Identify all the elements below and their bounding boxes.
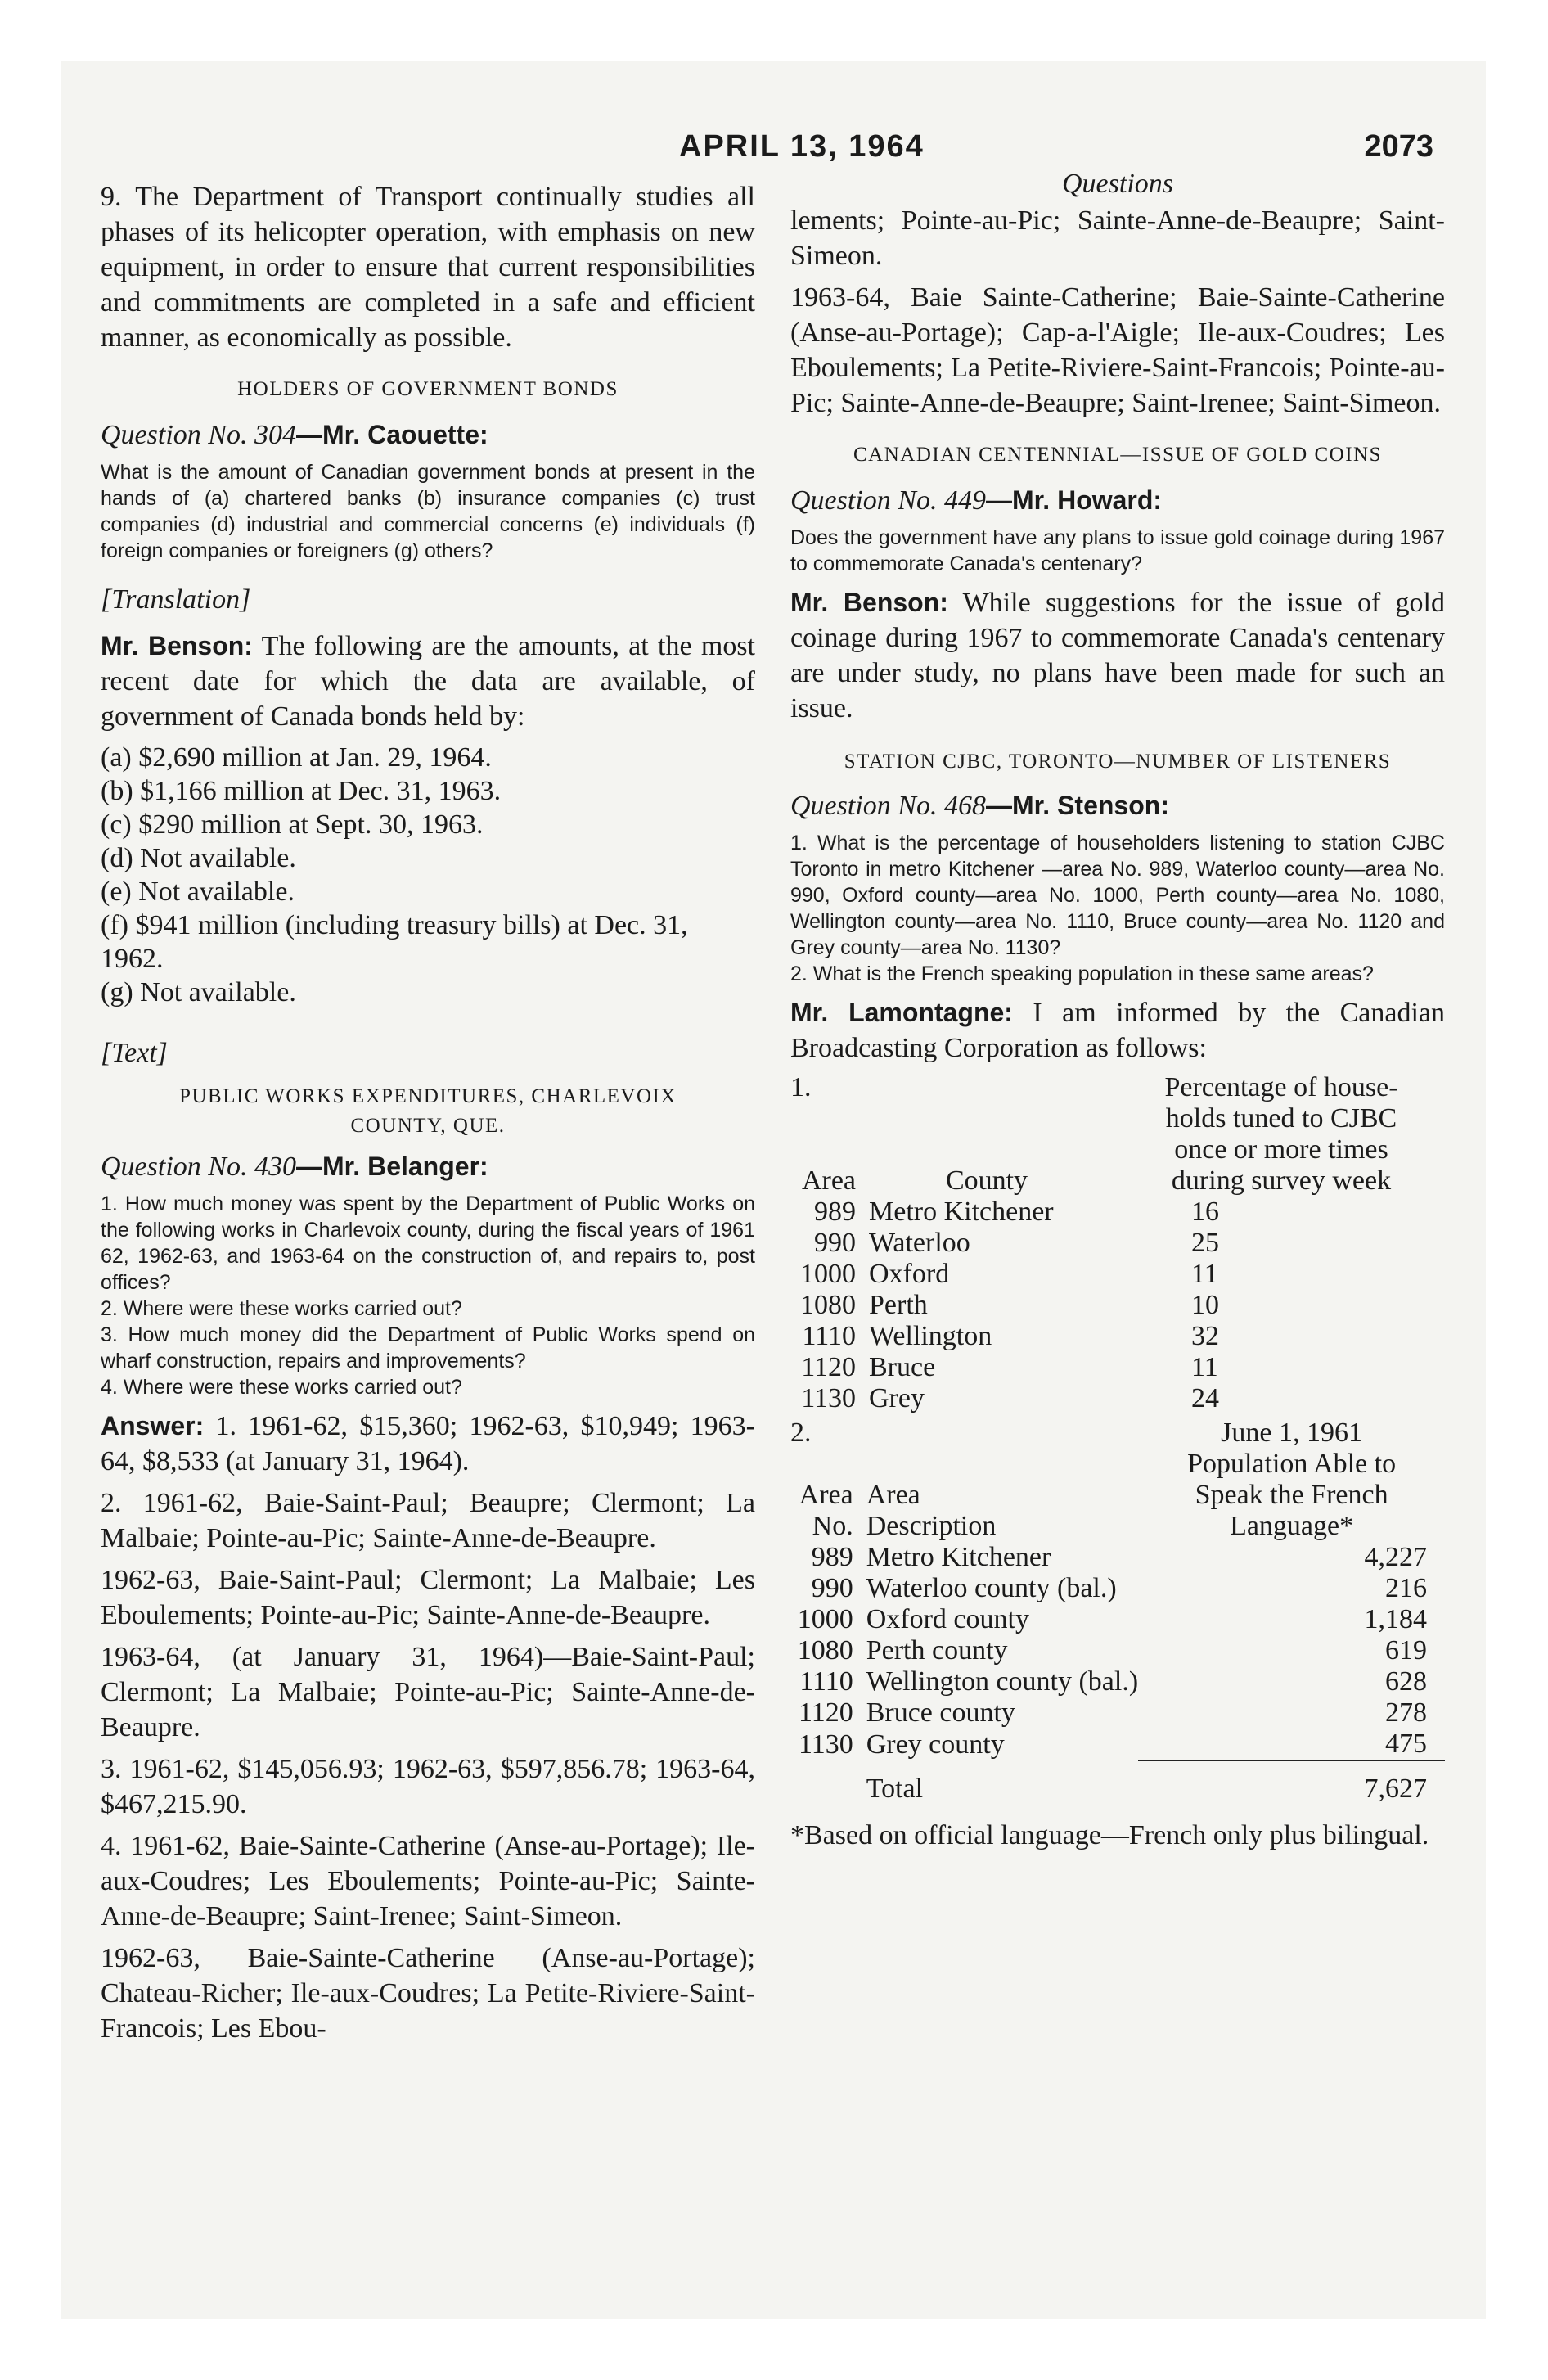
table-row [790,1573,1445,1604]
answer-2a: 2. 1961-62, Baie-Saint-Paul; Beaupre; Clermont; La Malbaie; Pointe-au-Pic; Sainte-Anne-de-Beaupre. [101,1488,755,1553]
running-head: Questions [1062,169,1173,199]
population-cell: 628 [1385,1666,1427,1697]
speaker-name: Mr. Lamontagne: [790,998,1013,1027]
population-cell: 4,227 [1364,1542,1427,1572]
table-row [790,1352,1445,1383]
list-item: 2. What is the French speaking population in these same areas? [790,962,1374,985]
percentage-cell: 11 [1191,1259,1218,1289]
answer-2b: 1962-63, Baie-Saint-Paul; Clermont; La Malbaie; Les Eboulements; Pointe-au-Pic; Sainte-Anne-de-Beaupre. [101,1565,755,1630]
table-row [790,1542,1445,1573]
list-item: (e) Not available. [101,877,295,907]
table-header-cell: Language* [1230,1511,1354,1541]
list-item: (b) $1,166 million at Dec. 31, 1963. [101,776,502,806]
question-asker: —Mr. Caouette: [295,420,488,449]
column-header-description: Description [866,1511,997,1541]
county-cell: Metro Kitchener [869,1197,1054,1227]
table-row [790,1197,1445,1228]
county-cell: Grey [869,1383,925,1413]
benson-answer-coins [790,585,1445,726]
question-449-title [790,483,1445,518]
benson-answer-bonds [101,629,755,734]
table-header-cell: holds tuned to CJBC [1165,1103,1397,1134]
area-cell: 989 [814,1197,856,1227]
county-cell: Perth [869,1290,928,1320]
area-cell: 1130 [798,1729,853,1760]
percentage-cell: 16 [1191,1197,1219,1227]
total-label: Total [866,1774,924,1804]
description-cell: Grey county [866,1729,1005,1760]
listener-table [790,1072,1445,1414]
population-cell: 619 [1385,1635,1427,1666]
table-item-number: 2. [790,1418,812,1448]
table-date: June 1, 1961 [1221,1418,1362,1448]
french-population-table [790,1418,1445,1805]
table-header-cell: once or more times [1174,1134,1388,1165]
lamontagne-answer [790,995,1445,1066]
question-label: Question No. 449 [790,485,986,516]
description-cell: Oxford county [866,1604,1029,1634]
question-430-text [101,1191,755,1400]
answer-4a: 4. 1961-62, Baie-Sainte-Catherine (Anse-au-Portage); Ile-aux-Coudres; Les Eboulements; Pointe-au-Pic; Sainte-Anne-de-Beaupre; Saint-Irenee; Saint-Simeon. [101,1831,755,1931]
question-430-title [101,1149,755,1184]
table-row [790,1666,1445,1697]
question-468-title [790,788,1445,823]
table-row [790,1383,1445,1414]
heading-cjbc: STATION CJBC, TORONTO—NUMBER OF LISTENERS [844,751,1392,773]
area-cell: 1080 [797,1635,853,1666]
area-cell: 1120 [801,1352,856,1382]
continued-paragraph: lements; Pointe-au-Pic; Sainte-Anne-de-Beaupre; Saint-Simeon. [790,205,1445,271]
page-header [0,129,1548,170]
heading-public-works: PUBLIC WORKS EXPENDITURES, CHARLEVOIX COUNTY, QUE. [179,1085,677,1137]
question-asker: —Mr. Belanger: [295,1152,488,1181]
description-cell: Perth county [866,1635,1008,1666]
column-header-area: Area [801,1165,856,1196]
description-cell: Wellington county (bal.) [866,1666,1139,1697]
header-date: APRIL 13, 1964 [679,129,925,164]
table-row [790,1259,1445,1290]
population-cell: 216 [1385,1573,1427,1603]
list-item: 2. Where were these works carried out? [101,1297,462,1320]
right-column [790,168,1445,1859]
heading-gold-coins: CANADIAN CENTENNIAL—ISSUE OF GOLD COINS [853,444,1382,466]
percentage-cell: 32 [1191,1321,1219,1351]
speaker-name: Mr. Benson: [790,588,948,617]
answer-text: While suggestions for the issue of gold coinage during 1967 to commemorate Canada's centenary are under study, no plans have been made for such an issue. [790,588,1446,723]
population-cell: 475 [1138,1729,1445,1760]
total-value: 7,627 [1364,1774,1427,1804]
table-row [790,1604,1445,1635]
area-cell: 990 [814,1228,856,1258]
description-cell: Bruce county [866,1697,1015,1728]
list-item: 1. What is the percentage of householders listening to station CJBC Toronto in metro Kitchener —area No. 989, Waterloo county—area No. 990, Oxford county—area No. 1000, Perth county—area No. 1080, Wellington county—area No. 1110, Bruce county—area No. 1120 and Grey county—area No. 1130? [790,832,1445,959]
answer-text: I am informed by the Canadian Broadcasting Corporation as follows: [790,998,1445,1063]
page-number: 2073 [1364,129,1433,164]
area-cell: 1080 [800,1290,856,1320]
population-cell: 278 [1385,1697,1427,1728]
question-304-text: What is the amount of Canadian government bonds at present in the hands of (a) chartered banks (b) insurance companies (c) trust companies (d) industrial and commercial concerns (e) individuals (f) foreign companies or foreigners (g) others? [101,461,755,562]
table-row [790,1290,1445,1321]
percentage-cell: 25 [1191,1228,1219,1258]
table-row [790,1635,1445,1666]
paragraph-9: 9. The Department of Transport continually studies all phases of its helicopter operation, with emphasis on new equipment, in order to ensure that current responsibilities and commitments are completed in a safe and efficient manner, as economically as possible. [101,182,755,353]
county-cell: Wellington [869,1321,992,1351]
bond-amounts-list [101,741,755,1009]
description-cell: Metro Kitchener [866,1542,1051,1572]
question-468-text [790,830,1445,987]
description-cell: Waterloo county (bal.) [866,1573,1117,1603]
question-label: Question No. 468 [790,791,986,821]
answer-1 [101,1409,755,1479]
list-item: 3. How much money did the Department of Public Works spend on wharf construction, repairs and improvements? [101,1323,755,1373]
question-label: Question No. 304 [101,420,296,450]
area-cell: 1000 [800,1259,856,1289]
list-item: (f) $941 million (including treasury bills) at Dec. 31, 1962. [101,910,688,974]
list-item: (g) Not available. [101,977,296,1007]
question-asker: —Mr. Howard: [985,485,1163,515]
table-row [790,1729,1445,1760]
percentage-cell: 10 [1191,1290,1219,1320]
list-item: (c) $290 million at Sept. 30, 1963. [101,809,484,840]
answer-2c: 1963-64, (at January 31, 1964)—Baie-Saint-Paul; Clermont; La Malbaie; Pointe-au-Pic; Sainte-Anne-de-Beaupre. [101,1642,755,1742]
table-row [790,1228,1445,1259]
total-row [790,1774,1445,1805]
list-item: (d) Not available. [101,843,296,873]
answer-4b: 1962-63, Baie-Sainte-Catherine (Anse-au-Portage); Chateau-Richer; Ile-aux-Coudres; La Petite-Riviere-Saint-Francois; Les Ebou- [101,1943,755,2044]
paragraph-1963-64: 1963-64, Baie Sainte-Catherine; Baie-Sainte-Catherine (Anse-au-Portage); Cap-a-l'Aigle; Ile-aux-Coudres; Les Eboulements; La Petite-Riviere-Saint-Francois; Pointe-au-Pic; Sainte-Anne-de-Beaupre; Saint-Irenee; Saint-Simeon. [790,282,1445,418]
column-header-description: Area [866,1480,920,1510]
translation-marker: [Translation] [101,584,251,615]
column-header-area: No. [812,1511,853,1541]
footnote: *Based on official language—French only plus bilingual. [790,1820,1429,1850]
population-cell: 1,184 [1364,1604,1427,1634]
table-header-cell: Speak the French [1195,1480,1388,1510]
answer-text: The following are the amounts, at the most recent date for which the data are available, of government of Canada bonds held by: [101,631,755,732]
column-header-county: County [945,1165,1028,1196]
area-cell: 1110 [799,1666,853,1697]
county-cell: Waterloo [869,1228,970,1258]
speaker-name: Mr. Benson: [101,631,253,660]
question-449-text: Does the government have any plans to issue gold coinage during 1967 to commemorate Canada's centenary? [790,526,1445,575]
table-row [790,1697,1445,1729]
area-cell: 1000 [797,1604,853,1634]
table-header-cell: Population Able to [1187,1449,1397,1479]
left-column [101,168,755,2053]
percentage-cell: 24 [1191,1383,1219,1413]
county-cell: Oxford [869,1259,950,1289]
column-header-area: Area [799,1480,853,1510]
area-cell: 1110 [802,1321,856,1351]
list-item: 4. Where were these works carried out? [101,1376,462,1399]
question-label: Question No. 430 [101,1152,296,1182]
question-asker: —Mr. Stenson: [985,791,1169,820]
area-cell: 989 [811,1542,853,1572]
area-cell: 990 [811,1573,853,1603]
answer-text: 1. 1961-62, $15,360; 1962-63, $10,949; 1963-64, $8,533 (at January 31, 1964). [101,1411,756,1476]
area-cell: 1130 [801,1383,856,1413]
answer-3: 3. 1961-62, $145,056.93; 1962-63, $597,856.78; 1963-64, $467,215.90. [101,1754,755,1819]
answer-label: Answer: [101,1411,205,1440]
table-row [790,1321,1445,1352]
heading-holders-of-bonds: HOLDERS OF GOVERNMENT BONDS [237,378,619,400]
county-cell: Bruce [869,1352,936,1382]
text-marker: [Text] [101,1038,168,1068]
percentage-cell: 11 [1191,1352,1218,1382]
list-item: 1. How much money was spent by the Department of Public Works on the following works in Charlevoix county, during the fiscal years of 1961 62, 1962-63, and 1963-64 on the construction of, and repairs to, post offices? [101,1192,755,1294]
table-item-number: 1. [790,1072,812,1102]
list-item: (a) $2,690 million at Jan. 29, 1964. [101,742,492,773]
column-header-percentage: during survey week [1171,1165,1392,1196]
area-cell: 1120 [798,1697,853,1728]
table-header-cell: Percentage of house- [1164,1072,1398,1102]
question-304-title [101,417,755,453]
